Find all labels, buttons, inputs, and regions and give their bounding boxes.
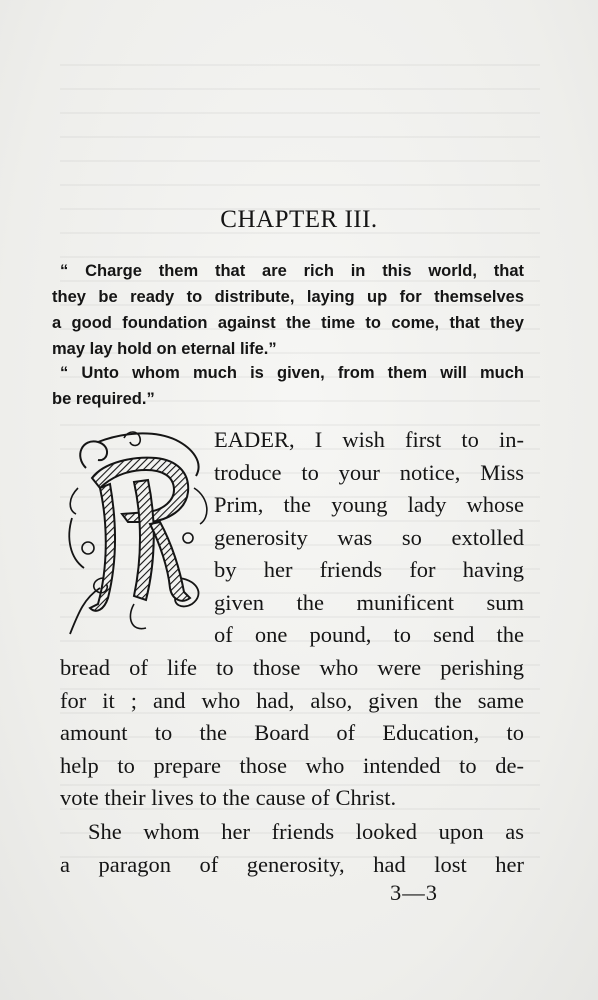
chapter-title: CHAPTER III. [220, 206, 378, 233]
paragraph-2 [60, 816, 524, 881]
text-line: EADER, I wish first to in- [214, 427, 524, 452]
text-line: a paragon of generosity, had lost her [60, 851, 524, 877]
epigraph-line: be required.” [52, 390, 155, 408]
text-line: for it ; and who had, also, given the same [60, 687, 524, 713]
epigraph-line: “ Unto whom much is given, from them will much [60, 364, 524, 382]
text-line: amount to the Board of Education, to [60, 720, 524, 745]
paragraph-1-continued [60, 652, 524, 815]
epigraph-line: a good foundation against the time to come, that they [52, 314, 524, 332]
epigraph-1 [52, 258, 524, 362]
text-line: vote their lives to the cause of Christ. [60, 785, 397, 810]
text-line: She whom her friends looked upon as [88, 819, 524, 844]
epigraph-line: “ Charge them that are rich in this world, that [60, 262, 524, 280]
text-line: help to prepare those who intended to de- [60, 752, 524, 778]
text-line: generosity was so extolled [214, 524, 524, 550]
epigraph-line: may lay hold on eternal life.” [52, 340, 277, 358]
text-line: troduce to your notice, Miss [214, 459, 524, 485]
epigraph-line: they be ready to distribute, laying up for themselves [52, 288, 524, 306]
paragraph-1-beside-drop-cap [214, 424, 524, 652]
text-line: by her friends for having [214, 557, 524, 582]
text-line: of one pound, to send the [214, 622, 524, 647]
text-line: bread of life to those who were perishing [60, 655, 524, 680]
text-line: Prim, the young lady whose [214, 492, 524, 517]
ornamental-drop-cap-r [64, 428, 212, 636]
signature-mark: 3—3 [390, 880, 438, 905]
epigraph-2 [52, 360, 524, 412]
text-line: given the munificent sum [214, 589, 524, 615]
